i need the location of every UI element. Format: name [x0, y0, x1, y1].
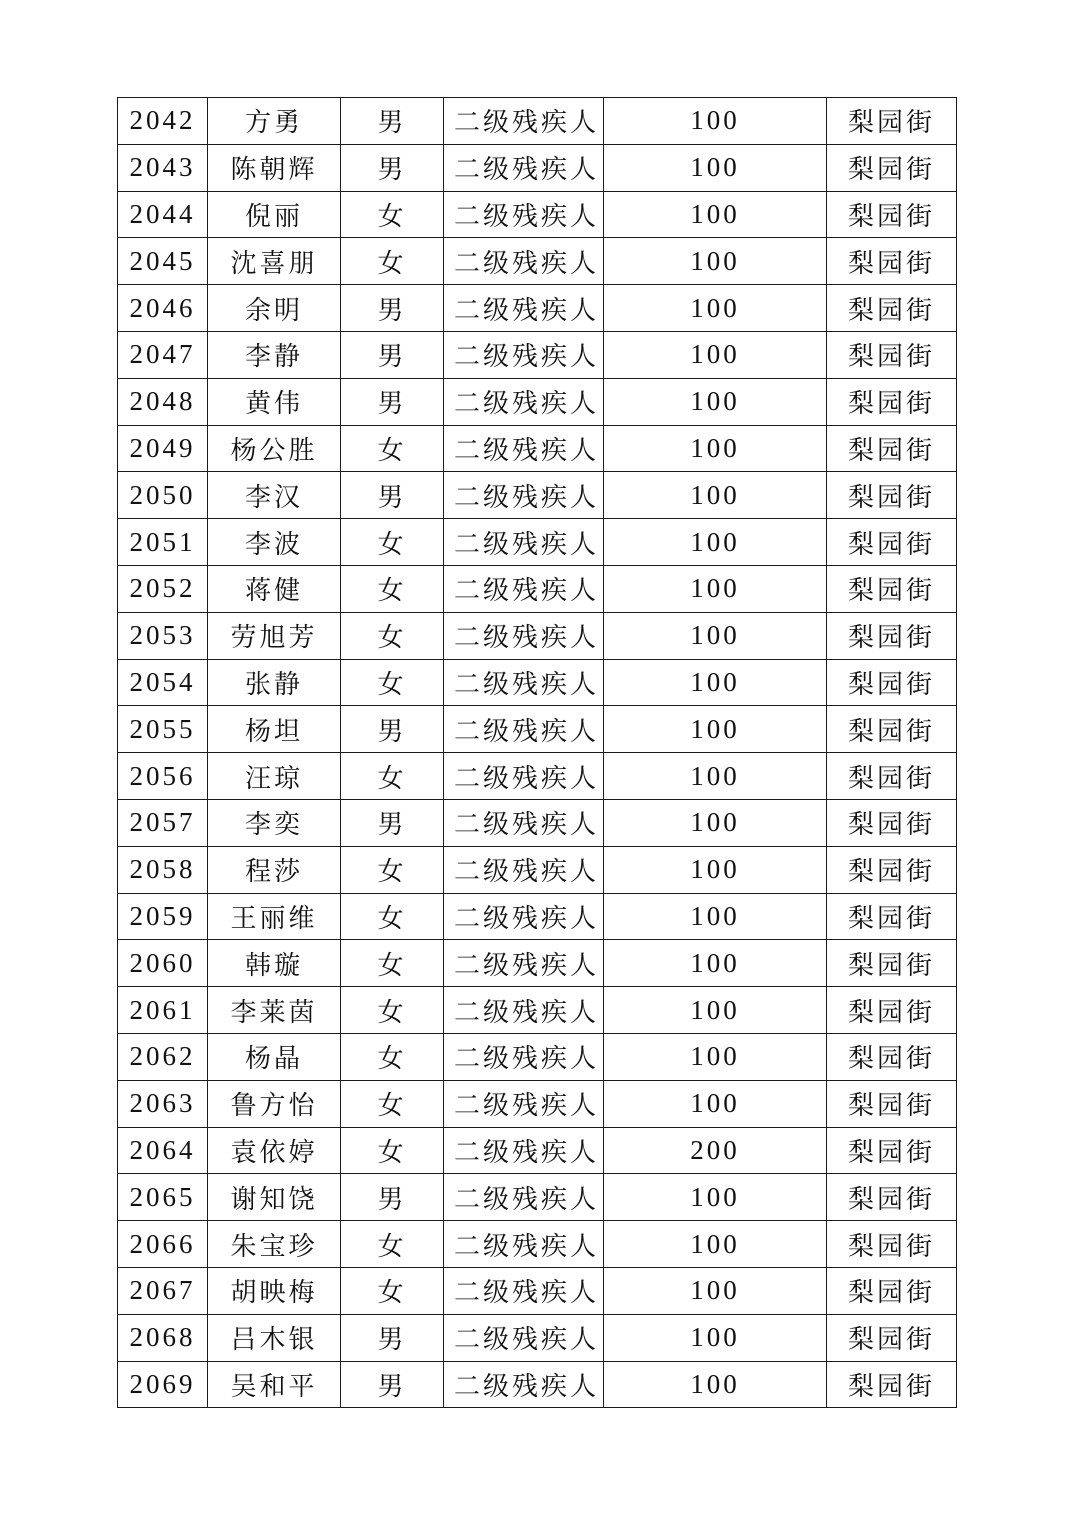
- record-number-cell: 2060: [118, 940, 208, 987]
- record-number-cell: 2058: [118, 846, 208, 893]
- street-cell: 梨园街: [827, 1267, 957, 1314]
- name-cell: 蒋健: [208, 565, 341, 612]
- table-row: [118, 238, 957, 285]
- record-number-cell: 2052: [118, 565, 208, 612]
- gender-cell: 女: [341, 987, 444, 1034]
- record-number-cell: 2067: [118, 1267, 208, 1314]
- street-cell: 梨园街: [827, 799, 957, 846]
- amount-cell: 100: [604, 893, 827, 940]
- name-cell: 劳旭芳: [208, 612, 341, 659]
- record-number-cell: 2043: [118, 144, 208, 191]
- disability-level-cell: 二级残疾人: [444, 1361, 604, 1408]
- table-row: [118, 706, 957, 753]
- gender-cell: 男: [341, 1314, 444, 1361]
- record-number-cell: 2047: [118, 331, 208, 378]
- gender-cell: 女: [341, 1267, 444, 1314]
- table-row: [118, 565, 957, 612]
- street-cell: 梨园街: [827, 1080, 957, 1127]
- gender-cell: 女: [341, 659, 444, 706]
- name-cell: 李莱茵: [208, 987, 341, 1034]
- name-cell: 方勇: [208, 98, 341, 145]
- name-cell: 吕木银: [208, 1314, 341, 1361]
- name-cell: 倪丽: [208, 191, 341, 238]
- disability-level-cell: 二级残疾人: [444, 285, 604, 332]
- disability-level-cell: 二级残疾人: [444, 472, 604, 519]
- disability-level-cell: 二级残疾人: [444, 238, 604, 285]
- disability-level-cell: 二级残疾人: [444, 987, 604, 1034]
- name-cell: 陈朝辉: [208, 144, 341, 191]
- street-cell: 梨园街: [827, 425, 957, 472]
- gender-cell: 男: [341, 1174, 444, 1221]
- street-cell: 梨园街: [827, 144, 957, 191]
- amount-cell: 100: [604, 425, 827, 472]
- table-row: [118, 1033, 957, 1080]
- disability-level-cell: 二级残疾人: [444, 1314, 604, 1361]
- street-cell: 梨园街: [827, 612, 957, 659]
- record-number-cell: 2050: [118, 472, 208, 519]
- amount-cell: 100: [604, 799, 827, 846]
- table-row: [118, 1361, 957, 1408]
- name-cell: 胡映梅: [208, 1267, 341, 1314]
- gender-cell: 女: [341, 1033, 444, 1080]
- name-cell: 杨坦: [208, 706, 341, 753]
- table-row: [118, 1174, 957, 1221]
- gender-cell: 女: [341, 846, 444, 893]
- disability-level-cell: 二级残疾人: [444, 519, 604, 566]
- gender-cell: 女: [341, 753, 444, 800]
- street-cell: 梨园街: [827, 565, 957, 612]
- name-cell: 汪琼: [208, 753, 341, 800]
- name-cell: 李奕: [208, 799, 341, 846]
- name-cell: 袁依婷: [208, 1127, 341, 1174]
- street-cell: 梨园街: [827, 98, 957, 145]
- amount-cell: 100: [604, 940, 827, 987]
- amount-cell: 100: [604, 285, 827, 332]
- table-row: [118, 987, 957, 1034]
- record-number-cell: 2042: [118, 98, 208, 145]
- street-cell: 梨园街: [827, 331, 957, 378]
- name-cell: 鲁方怡: [208, 1080, 341, 1127]
- table-row: [118, 144, 957, 191]
- street-cell: 梨园街: [827, 893, 957, 940]
- gender-cell: 男: [341, 331, 444, 378]
- table-row: [118, 98, 957, 145]
- street-cell: 梨园街: [827, 1033, 957, 1080]
- street-cell: 梨园街: [827, 753, 957, 800]
- disability-level-cell: 二级残疾人: [444, 1267, 604, 1314]
- amount-cell: 100: [604, 378, 827, 425]
- street-cell: 梨园街: [827, 378, 957, 425]
- amount-cell: 100: [604, 987, 827, 1034]
- gender-cell: 女: [341, 238, 444, 285]
- street-cell: 梨园街: [827, 1361, 957, 1408]
- table-row: [118, 799, 957, 846]
- name-cell: 朱宝珍: [208, 1221, 341, 1268]
- amount-cell: 200: [604, 1127, 827, 1174]
- name-cell: 王丽维: [208, 893, 341, 940]
- record-number-cell: 2064: [118, 1127, 208, 1174]
- record-number-cell: 2059: [118, 893, 208, 940]
- table-row: [118, 753, 957, 800]
- gender-cell: 女: [341, 1127, 444, 1174]
- amount-cell: 100: [604, 519, 827, 566]
- table-row: [118, 893, 957, 940]
- disability-level-cell: 二级残疾人: [444, 753, 604, 800]
- disability-level-cell: 二级残疾人: [444, 378, 604, 425]
- record-number-cell: 2068: [118, 1314, 208, 1361]
- gender-cell: 男: [341, 378, 444, 425]
- table-row: [118, 659, 957, 706]
- name-cell: 杨晶: [208, 1033, 341, 1080]
- table-row: [118, 1080, 957, 1127]
- disability-level-cell: 二级残疾人: [444, 191, 604, 238]
- name-cell: 李静: [208, 331, 341, 378]
- name-cell: 李汉: [208, 472, 341, 519]
- gender-cell: 女: [341, 565, 444, 612]
- record-number-cell: 2048: [118, 378, 208, 425]
- amount-cell: 100: [604, 1033, 827, 1080]
- amount-cell: 100: [604, 144, 827, 191]
- amount-cell: 100: [604, 565, 827, 612]
- record-number-cell: 2051: [118, 519, 208, 566]
- amount-cell: 100: [604, 1267, 827, 1314]
- disability-level-cell: 二级残疾人: [444, 144, 604, 191]
- gender-cell: 女: [341, 1080, 444, 1127]
- table-row: [118, 285, 957, 332]
- record-number-cell: 2056: [118, 753, 208, 800]
- gender-cell: 男: [341, 98, 444, 145]
- amount-cell: 100: [604, 191, 827, 238]
- gender-cell: 女: [341, 425, 444, 472]
- gender-cell: 女: [341, 519, 444, 566]
- street-cell: 梨园街: [827, 706, 957, 753]
- disability-level-cell: 二级残疾人: [444, 331, 604, 378]
- name-cell: 黄伟: [208, 378, 341, 425]
- record-number-cell: 2061: [118, 987, 208, 1034]
- amount-cell: 100: [604, 98, 827, 145]
- amount-cell: 100: [604, 1314, 827, 1361]
- table-row: [118, 425, 957, 472]
- record-number-cell: 2057: [118, 799, 208, 846]
- street-cell: 梨园街: [827, 1314, 957, 1361]
- disability-level-cell: 二级残疾人: [444, 799, 604, 846]
- gender-cell: 男: [341, 285, 444, 332]
- name-cell: 谢知饶: [208, 1174, 341, 1221]
- table-row: [118, 1127, 957, 1174]
- street-cell: 梨园街: [827, 519, 957, 566]
- name-cell: 吴和平: [208, 1361, 341, 1408]
- table-row: [118, 472, 957, 519]
- disability-level-cell: 二级残疾人: [444, 1221, 604, 1268]
- amount-cell: 100: [604, 659, 827, 706]
- name-cell: 李波: [208, 519, 341, 566]
- table-row: [118, 519, 957, 566]
- roster-table: [117, 97, 957, 1408]
- disability-level-cell: 二级残疾人: [444, 940, 604, 987]
- amount-cell: 100: [604, 1221, 827, 1268]
- record-number-cell: 2063: [118, 1080, 208, 1127]
- amount-cell: 100: [604, 238, 827, 285]
- disability-level-cell: 二级残疾人: [444, 706, 604, 753]
- table-row: [118, 846, 957, 893]
- table-row: [118, 191, 957, 238]
- gender-cell: 男: [341, 472, 444, 519]
- disability-level-cell: 二级残疾人: [444, 846, 604, 893]
- amount-cell: 100: [604, 706, 827, 753]
- amount-cell: 100: [604, 1174, 827, 1221]
- street-cell: 梨园街: [827, 659, 957, 706]
- gender-cell: 女: [341, 612, 444, 659]
- amount-cell: 100: [604, 331, 827, 378]
- amount-cell: 100: [604, 612, 827, 659]
- disability-level-cell: 二级残疾人: [444, 893, 604, 940]
- amount-cell: 100: [604, 846, 827, 893]
- disability-level-cell: 二级残疾人: [444, 612, 604, 659]
- record-number-cell: 2049: [118, 425, 208, 472]
- name-cell: 沈喜朋: [208, 238, 341, 285]
- record-number-cell: 2054: [118, 659, 208, 706]
- table-row: [118, 331, 957, 378]
- roster-body: [118, 98, 957, 1408]
- record-number-cell: 2066: [118, 1221, 208, 1268]
- street-cell: 梨园街: [827, 1221, 957, 1268]
- gender-cell: 女: [341, 1221, 444, 1268]
- record-number-cell: 2065: [118, 1174, 208, 1221]
- street-cell: 梨园街: [827, 940, 957, 987]
- table-row: [118, 612, 957, 659]
- street-cell: 梨园街: [827, 1127, 957, 1174]
- name-cell: 杨公胜: [208, 425, 341, 472]
- table-row: [118, 940, 957, 987]
- table-row: [118, 1221, 957, 1268]
- disability-level-cell: 二级残疾人: [444, 98, 604, 145]
- name-cell: 余明: [208, 285, 341, 332]
- street-cell: 梨园街: [827, 1174, 957, 1221]
- street-cell: 梨园街: [827, 285, 957, 332]
- record-number-cell: 2062: [118, 1033, 208, 1080]
- disability-level-cell: 二级残疾人: [444, 1127, 604, 1174]
- disability-level-cell: 二级残疾人: [444, 659, 604, 706]
- name-cell: 韩璇: [208, 940, 341, 987]
- gender-cell: 男: [341, 706, 444, 753]
- disability-level-cell: 二级残疾人: [444, 425, 604, 472]
- street-cell: 梨园街: [827, 472, 957, 519]
- record-number-cell: 2055: [118, 706, 208, 753]
- disability-level-cell: 二级残疾人: [444, 1080, 604, 1127]
- gender-cell: 女: [341, 191, 444, 238]
- name-cell: 程莎: [208, 846, 341, 893]
- gender-cell: 男: [341, 1361, 444, 1408]
- amount-cell: 100: [604, 1080, 827, 1127]
- record-number-cell: 2069: [118, 1361, 208, 1408]
- table-row: [118, 1314, 957, 1361]
- street-cell: 梨园街: [827, 987, 957, 1034]
- record-number-cell: 2045: [118, 238, 208, 285]
- name-cell: 张静: [208, 659, 341, 706]
- disability-level-cell: 二级残疾人: [444, 1174, 604, 1221]
- street-cell: 梨园街: [827, 846, 957, 893]
- record-number-cell: 2044: [118, 191, 208, 238]
- amount-cell: 100: [604, 753, 827, 800]
- street-cell: 梨园街: [827, 191, 957, 238]
- amount-cell: 100: [604, 1361, 827, 1408]
- gender-cell: 男: [341, 144, 444, 191]
- table-row: [118, 1267, 957, 1314]
- amount-cell: 100: [604, 472, 827, 519]
- gender-cell: 女: [341, 893, 444, 940]
- gender-cell: 男: [341, 799, 444, 846]
- gender-cell: 女: [341, 940, 444, 987]
- table-row: [118, 378, 957, 425]
- record-number-cell: 2046: [118, 285, 208, 332]
- street-cell: 梨园街: [827, 238, 957, 285]
- disability-level-cell: 二级残疾人: [444, 565, 604, 612]
- record-number-cell: 2053: [118, 612, 208, 659]
- disability-level-cell: 二级残疾人: [444, 1033, 604, 1080]
